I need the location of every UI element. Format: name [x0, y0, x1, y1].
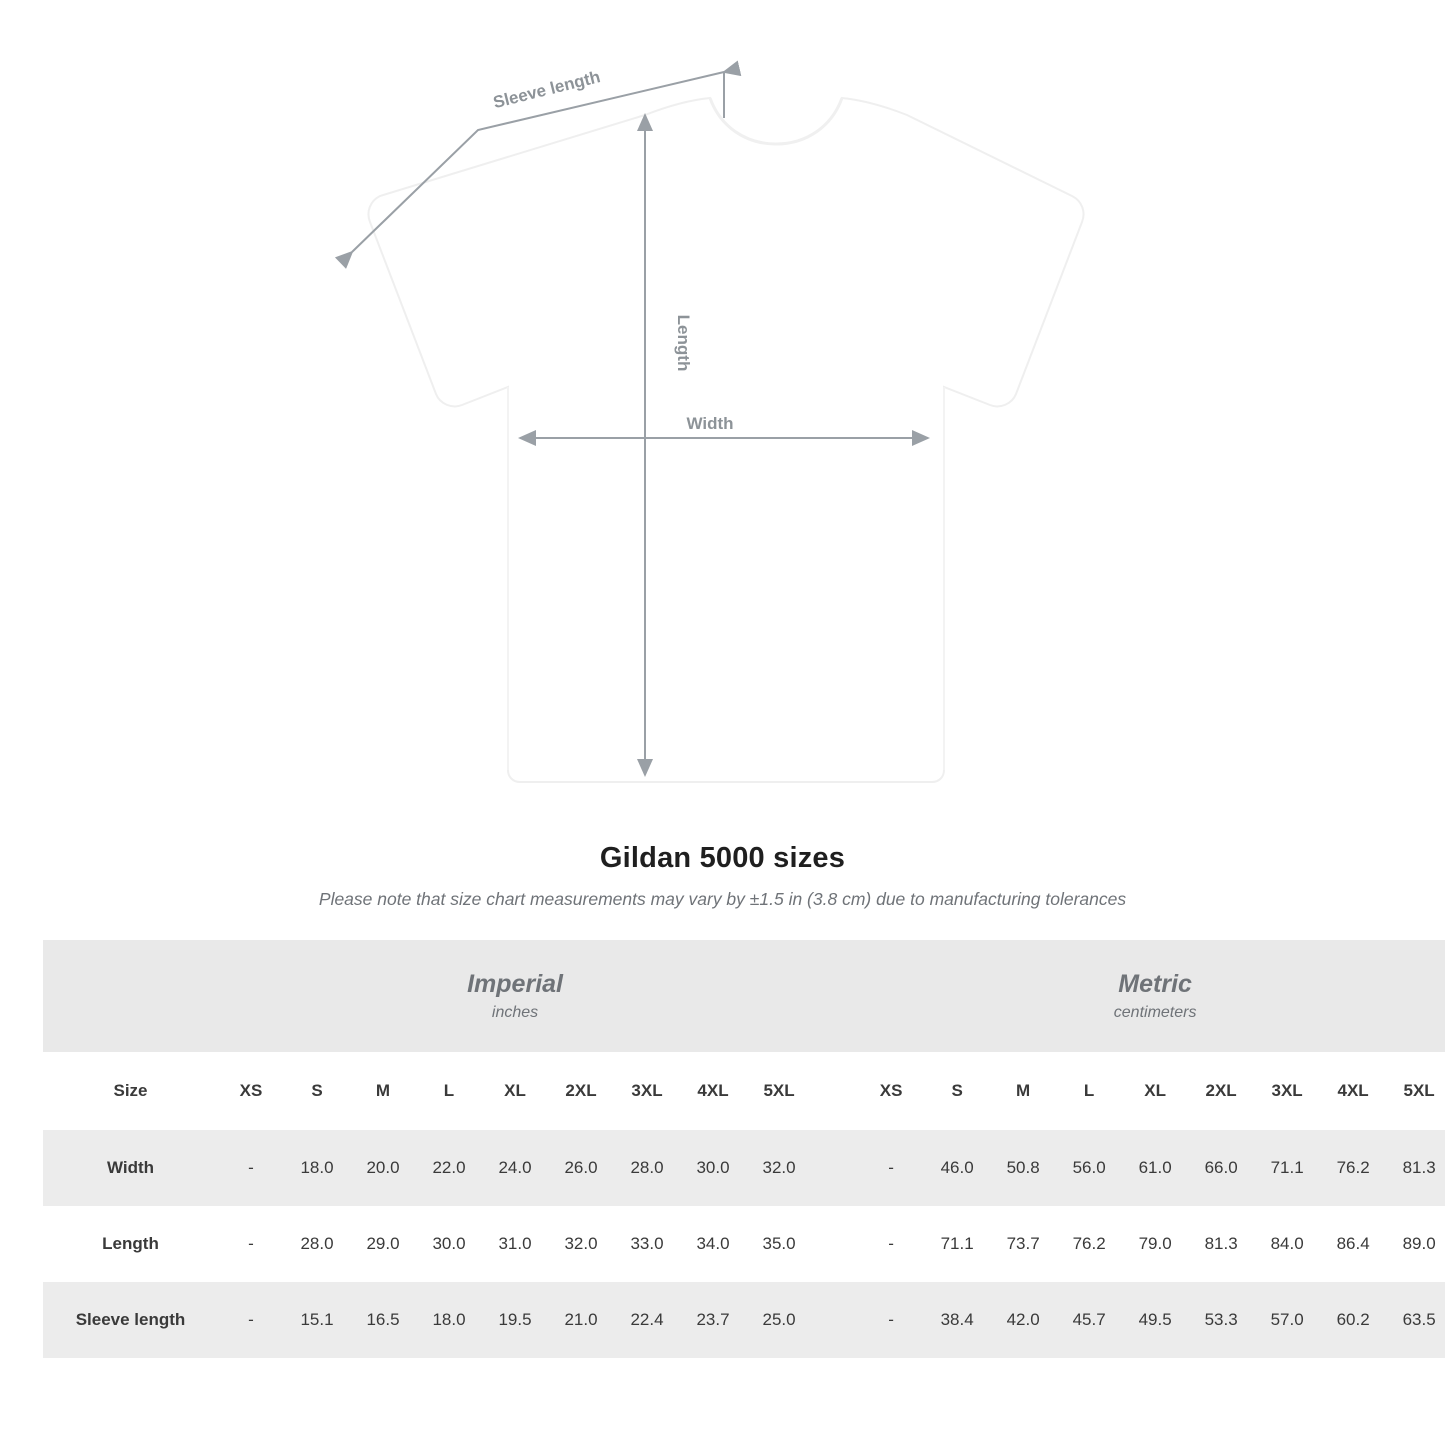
cell-sleeve-imperial-m: 16.5	[350, 1282, 416, 1358]
metric-name: Metric	[1118, 969, 1192, 998]
size-label: Size	[43, 1052, 218, 1130]
col-head-metric-5xl: 5XL	[1386, 1052, 1445, 1130]
cell-length-metric-m: 73.7	[990, 1206, 1056, 1282]
cell-width-metric-5xl: 81.3	[1386, 1130, 1445, 1206]
sleeve-length-label: Sleeve length	[491, 67, 603, 113]
length-label: Length	[674, 314, 693, 372]
cell-length-imperial-xs: -	[218, 1206, 284, 1282]
cell-width-metric-m: 50.8	[990, 1130, 1056, 1206]
col-head-metric-xl: XL	[1122, 1052, 1188, 1130]
cell-sleeve-metric-xs: -	[858, 1282, 924, 1358]
cell-width-metric-3xl: 71.1	[1254, 1130, 1320, 1206]
col-head-metric-xs: XS	[858, 1052, 924, 1130]
tolerance-note: Please note that size chart measurements may vary by ±1.5 in (3.8 cm) due to manufacturing tolerances	[318, 889, 1127, 909]
cell-width-imperial-xl: 24.0	[482, 1130, 548, 1206]
cell-length-metric-xs: -	[858, 1206, 924, 1282]
units-spacer-mid	[812, 940, 858, 1052]
col-head-metric-m: M	[990, 1052, 1056, 1130]
cell-sleeve-metric-l: 45.7	[1056, 1282, 1122, 1358]
metric-sub: centimeters	[1113, 1004, 1197, 1022]
gap-sleeve	[812, 1282, 858, 1358]
imperial-sub: inches	[491, 1004, 539, 1022]
cell-sleeve-metric-m: 42.0	[990, 1282, 1056, 1358]
table-row-width	[43, 1130, 1445, 1206]
cell-width-imperial-3xl: 28.0	[614, 1130, 680, 1206]
cell-length-imperial-s: 28.0	[284, 1206, 350, 1282]
cell-length-imperial-xl: 31.0	[482, 1206, 548, 1282]
table-row-sleeve-length	[43, 1282, 1445, 1358]
cell-sleeve-imperial-l: 18.0	[416, 1282, 482, 1358]
size-table-wrapper	[43, 940, 1436, 1358]
cell-length-imperial-m: 29.0	[350, 1206, 416, 1282]
col-head-imperial-m: M	[350, 1052, 416, 1130]
col-head-imperial-xl: XL	[482, 1052, 548, 1130]
metric-header	[858, 940, 1445, 1052]
cell-width-imperial-2xl: 26.0	[548, 1130, 614, 1206]
cell-sleeve-metric-xl: 49.5	[1122, 1282, 1188, 1358]
cell-sleeve-imperial-3xl: 22.4	[614, 1282, 680, 1358]
cell-length-imperial-5xl: 35.0	[746, 1206, 812, 1282]
cell-sleeve-metric-5xl: 63.5	[1386, 1282, 1445, 1358]
cell-sleeve-metric-s: 38.4	[924, 1282, 990, 1358]
gap-length	[812, 1206, 858, 1282]
cell-sleeve-imperial-4xl: 23.7	[680, 1282, 746, 1358]
cell-sleeve-metric-4xl: 60.2	[1320, 1282, 1386, 1358]
cell-length-metric-3xl: 84.0	[1254, 1206, 1320, 1282]
cell-sleeve-imperial-xs: -	[218, 1282, 284, 1358]
cell-length-metric-l: 76.2	[1056, 1206, 1122, 1282]
cell-length-imperial-2xl: 32.0	[548, 1206, 614, 1282]
row-label-sleeve-length: Sleeve length	[43, 1282, 218, 1358]
col-head-imperial-s: S	[284, 1052, 350, 1130]
cell-width-imperial-m: 20.0	[350, 1130, 416, 1206]
col-head-metric-l: L	[1056, 1052, 1122, 1130]
cell-width-metric-s: 46.0	[924, 1130, 990, 1206]
col-head-metric-4xl: 4XL	[1320, 1052, 1386, 1130]
cell-width-imperial-l: 22.0	[416, 1130, 482, 1206]
cell-sleeve-imperial-xl: 19.5	[482, 1282, 548, 1358]
cell-length-metric-xl: 79.0	[1122, 1206, 1188, 1282]
cell-width-metric-xs: -	[858, 1130, 924, 1206]
cell-length-metric-s: 71.1	[924, 1206, 990, 1282]
cell-length-imperial-4xl: 34.0	[680, 1206, 746, 1282]
gap-width	[812, 1130, 858, 1206]
cell-sleeve-metric-3xl: 57.0	[1254, 1282, 1320, 1358]
cell-length-metric-4xl: 86.4	[1320, 1206, 1386, 1282]
cell-sleeve-imperial-s: 15.1	[284, 1282, 350, 1358]
table-row-length	[43, 1206, 1445, 1282]
col-head-imperial-5xl: 5XL	[746, 1052, 812, 1130]
cell-width-imperial-4xl: 30.0	[680, 1130, 746, 1206]
row-label-width: Width	[43, 1130, 218, 1206]
col-head-metric-2xl: 2XL	[1188, 1052, 1254, 1130]
col-head-imperial-3xl: 3XL	[614, 1052, 680, 1130]
cell-length-metric-5xl: 89.0	[1386, 1206, 1445, 1282]
cell-width-metric-l: 56.0	[1056, 1130, 1122, 1206]
cell-sleeve-metric-2xl: 53.3	[1188, 1282, 1254, 1358]
size-table	[43, 940, 1445, 1358]
cell-width-metric-4xl: 76.2	[1320, 1130, 1386, 1206]
units-spacer-left	[43, 940, 218, 1052]
tshirt-shape	[368, 98, 1083, 782]
size-header-row	[43, 1052, 1445, 1130]
cell-sleeve-imperial-2xl: 21.0	[548, 1282, 614, 1358]
cell-length-imperial-3xl: 33.0	[614, 1206, 680, 1282]
col-head-metric-3xl: 3XL	[1254, 1052, 1320, 1130]
page-title: Gildan 5000 sizes	[599, 842, 846, 874]
col-head-imperial-2xl: 2XL	[548, 1052, 614, 1130]
col-head-metric-s: S	[924, 1052, 990, 1130]
gap-head	[812, 1052, 858, 1130]
cell-sleeve-imperial-5xl: 25.0	[746, 1282, 812, 1358]
cell-width-imperial-s: 18.0	[284, 1130, 350, 1206]
units-header-row	[43, 940, 1445, 1052]
cell-length-metric-2xl: 81.3	[1188, 1206, 1254, 1282]
cell-length-imperial-l: 30.0	[416, 1206, 482, 1282]
cell-width-metric-xl: 61.0	[1122, 1130, 1188, 1206]
imperial-name: Imperial	[467, 969, 563, 998]
width-label: Width	[686, 414, 734, 433]
col-head-imperial-xs: XS	[218, 1052, 284, 1130]
cell-width-metric-2xl: 66.0	[1188, 1130, 1254, 1206]
title-block	[0, 842, 1445, 910]
col-head-imperial-l: L	[416, 1052, 482, 1130]
cell-width-imperial-xs: -	[218, 1130, 284, 1206]
col-head-imperial-4xl: 4XL	[680, 1052, 746, 1130]
imperial-header	[218, 940, 812, 1052]
row-label-length: Length	[43, 1206, 218, 1282]
cell-width-imperial-5xl: 32.0	[746, 1130, 812, 1206]
